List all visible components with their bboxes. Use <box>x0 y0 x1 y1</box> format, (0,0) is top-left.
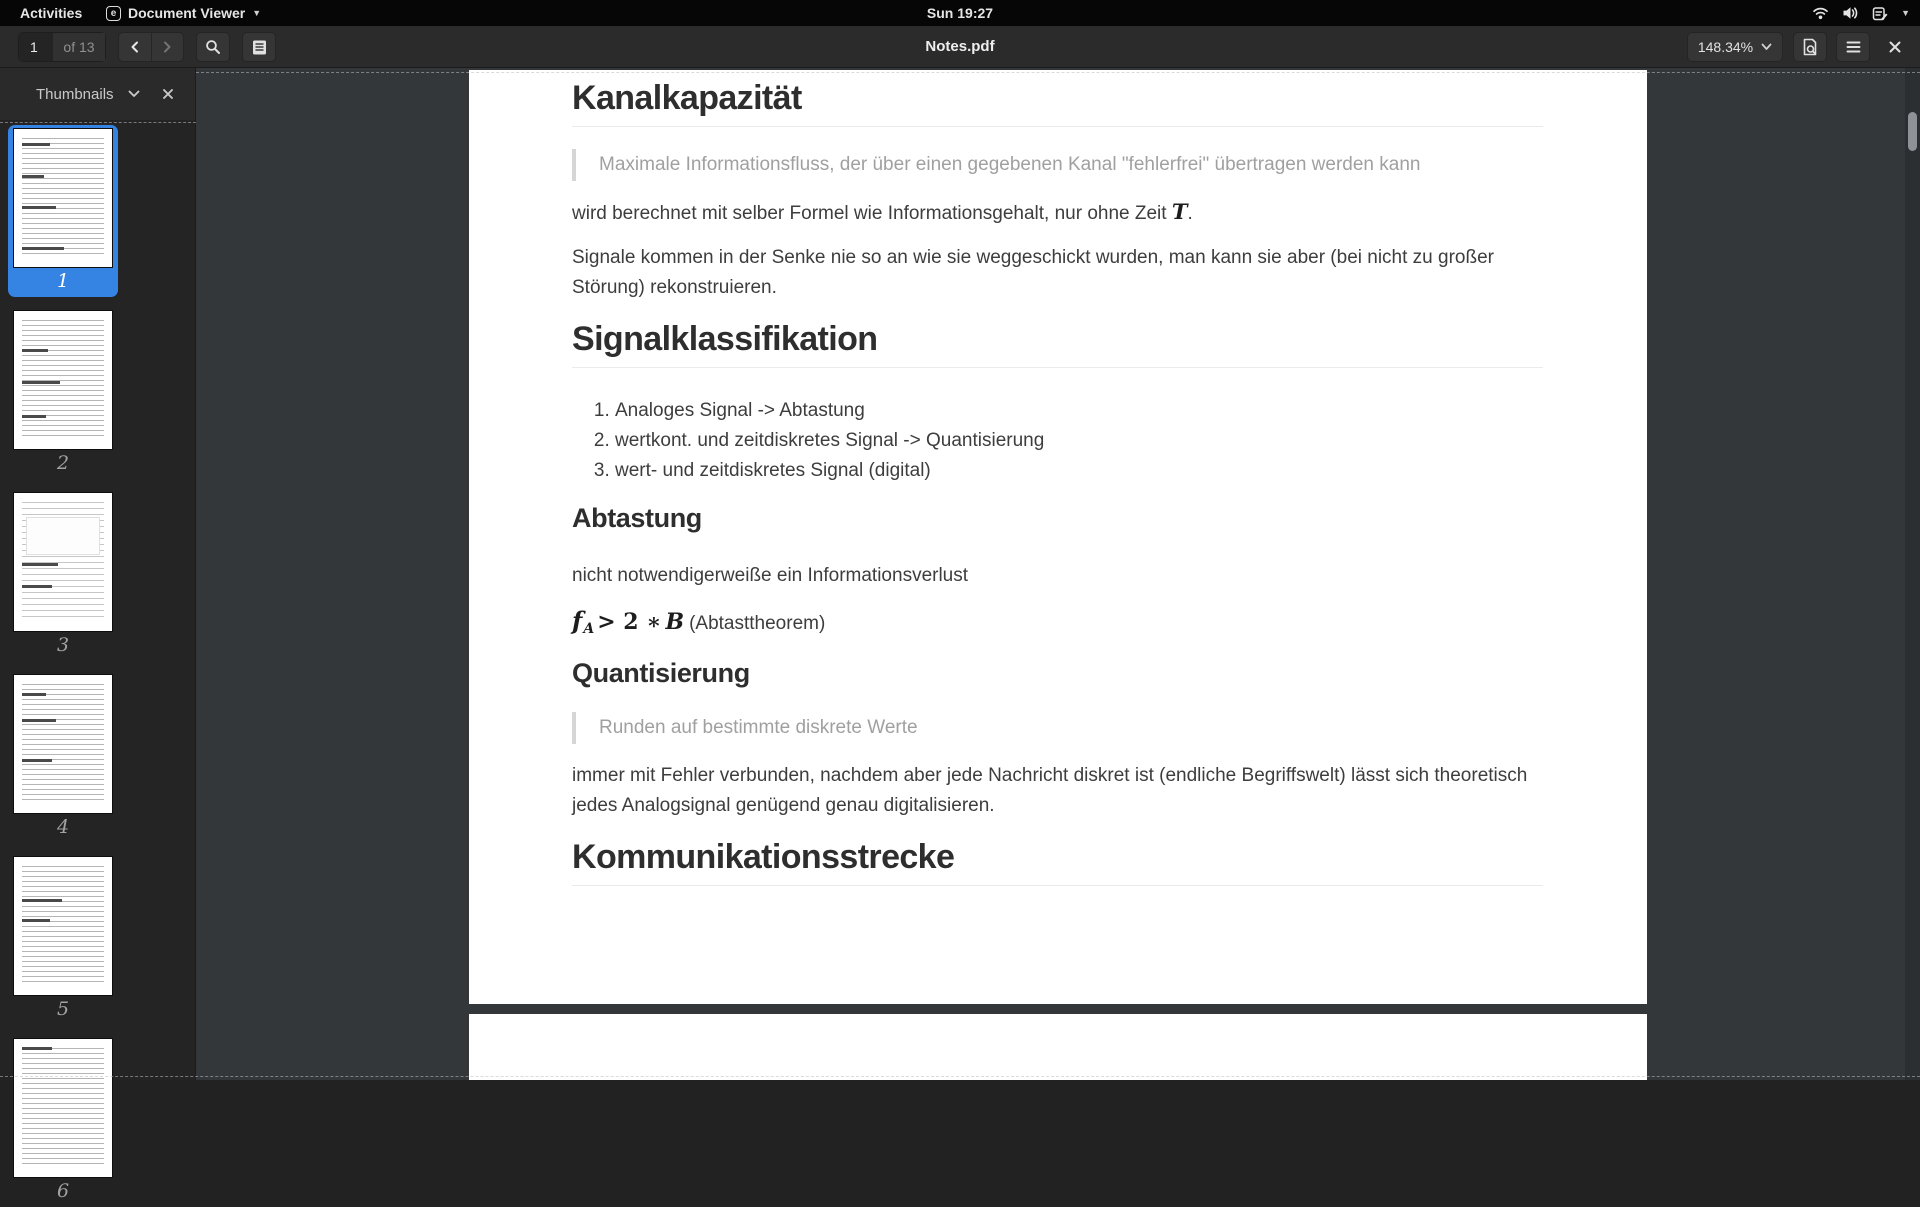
chevron-down-icon: ▼ <box>252 8 262 18</box>
activities-button[interactable]: Activities <box>20 5 83 21</box>
thumbnail-image <box>13 492 113 632</box>
pdf-page-1 <box>469 70 1647 1004</box>
thumbnail-list <box>0 122 195 1202</box>
heading-kanalkapazitaet: Kanalkapazität <box>572 78 1543 127</box>
scrollbar-thumb[interactable] <box>1908 112 1917 151</box>
sidebar-mode-dropdown[interactable] <box>36 68 140 120</box>
undershoot-top-indicator <box>196 72 1920 73</box>
formula-note: (Abtasttheorem) <box>689 613 826 634</box>
sidebar-header <box>0 68 195 120</box>
thumbnail-page-4[interactable] <box>8 671 118 843</box>
sidebar-close-button[interactable] <box>157 83 179 105</box>
thumbnail-page-6[interactable] <box>8 1035 118 1207</box>
blockquote-bar <box>572 712 576 744</box>
signal-ordered-list <box>572 396 1543 486</box>
list-item-1: 1. Analoges Signal -> Abtastung <box>615 396 1543 426</box>
chevron-down-icon <box>128 90 140 98</box>
blockquote-quantisierung: Runden auf bestimmte diskrete Werte <box>572 712 1543 744</box>
thumbnail-image <box>13 674 113 814</box>
heading-abtastung: Abtastung <box>572 503 702 533</box>
formula-abtasttheorem <box>572 606 1543 640</box>
heading-quantisierung: Quantisierung <box>572 658 750 688</box>
zoom-level-button[interactable] <box>1687 32 1783 62</box>
heading-kommunikationsstrecke: Kommunikationsstrecke <box>572 837 1543 886</box>
close-icon <box>1888 40 1902 54</box>
heading-signalklassifikation: Signalklassifikation <box>572 319 1543 368</box>
pdf-page-2 <box>469 1014 1647 1080</box>
paragraph-abtastung: nicht notwendigerweiße ein Informationsverlust <box>572 565 969 586</box>
window-title: Notes.pdf <box>925 38 995 55</box>
thumbnail-image <box>13 310 113 450</box>
thumbnail-page-3[interactable] <box>8 489 118 661</box>
app-menu-label: Document Viewer <box>128 5 246 21</box>
page-total-label: of 13 <box>53 33 105 61</box>
document-viewer-app-icon: e <box>106 6 121 21</box>
next-page-button[interactable] <box>151 33 183 61</box>
volume-icon <box>1842 6 1859 20</box>
page-number-label: 6 <box>56 1180 70 1202</box>
menu-icon <box>1846 41 1861 53</box>
thumbnail-image <box>13 856 113 996</box>
math-symbol-f: f <box>572 606 583 635</box>
list-item-2: 2. wertkont. und zeitdiskretes Signal -> Quantisierung <box>615 426 1543 456</box>
page-nav-buttons <box>118 32 184 62</box>
math-symbol-B: B <box>665 609 685 635</box>
menu-button[interactable] <box>1836 32 1870 62</box>
page-number-label: 3 <box>56 634 70 656</box>
chevron-down-icon <box>1761 43 1772 51</box>
zoom-fit-button[interactable] <box>1793 32 1827 62</box>
math-subscript-A: A <box>583 621 595 637</box>
thumbnail-page-1[interactable] <box>8 125 118 297</box>
close-icon <box>162 88 174 100</box>
chevron-right-icon <box>160 40 174 54</box>
sidebar-mode-label: Thumbnails <box>36 85 114 103</box>
blockquote-bar <box>572 149 576 181</box>
blockquote-kanalkapazitaet: Maximale Informationsfluss, der über einen gegebenen Kanal "fehlerfrei" übertragen werden kann <box>572 149 1543 181</box>
paragraph-quantisierung: immer mit Fehler verbunden, nachdem aber jede Nachricht diskret ist (endliche Begriffswelt) lässt sich theoretisch jedes Analogsignal genügend genau digitalisieren. <box>572 765 1528 816</box>
paragraph-signale: Signale kommen in der Senke nie so an wie sie weggeschickt wurden, man kann sie aber (bei nicht zu großer Störung) rekonstruieren. <box>572 247 1494 298</box>
wifi-icon <box>1812 6 1829 20</box>
header-bar <box>0 26 1920 68</box>
undershoot-bottom-indicator <box>0 1076 1920 1077</box>
thumbnail-image <box>13 128 113 268</box>
window-close-button[interactable] <box>1878 32 1912 62</box>
sidebar-toggle-button[interactable] <box>242 32 276 62</box>
system-status-area[interactable] <box>1812 0 1910 26</box>
math-expression: > 2 ∗ <box>597 609 662 635</box>
document-view[interactable] <box>196 68 1920 1080</box>
search-button[interactable] <box>196 32 230 62</box>
page-number-label: 1 <box>56 270 70 292</box>
list-item-3: 3. wert- und zeitdiskretes Signal (digital) <box>615 456 1543 486</box>
battery-icon <box>1872 6 1888 21</box>
page-number-input[interactable]: 1 <box>19 33 53 61</box>
vertical-scrollbar[interactable] <box>1905 68 1920 1080</box>
thumbnail-page-5[interactable] <box>8 853 118 1025</box>
undershoot-sidebar-indicator <box>0 122 196 123</box>
thumbnail-page-2[interactable] <box>8 307 118 479</box>
gnome-top-bar <box>0 0 1920 26</box>
thumbnails-sidebar <box>0 68 196 1202</box>
zoom-level-label: 148.34% <box>1697 39 1754 55</box>
clock-label[interactable]: Sun 19:27 <box>926 5 994 21</box>
chevron-left-icon <box>128 40 142 54</box>
page-selector <box>18 32 106 62</box>
page-number-label: 5 <box>56 998 70 1020</box>
paragraph-formel: wird berechnet mit selber Formel wie Informationsgehalt, nur ohne Zeit T. <box>572 199 1193 224</box>
math-symbol-T: T <box>1171 199 1188 224</box>
page-number-label: 4 <box>56 816 70 838</box>
page-magnifier-icon <box>1802 38 1818 56</box>
side-pane-icon <box>252 39 267 56</box>
search-icon <box>205 39 221 55</box>
thumbnail-image <box>13 1038 113 1178</box>
previous-page-button[interactable] <box>119 33 151 61</box>
page-number-label: 2 <box>56 452 70 474</box>
chevron-down-icon: ▼ <box>1901 8 1910 18</box>
